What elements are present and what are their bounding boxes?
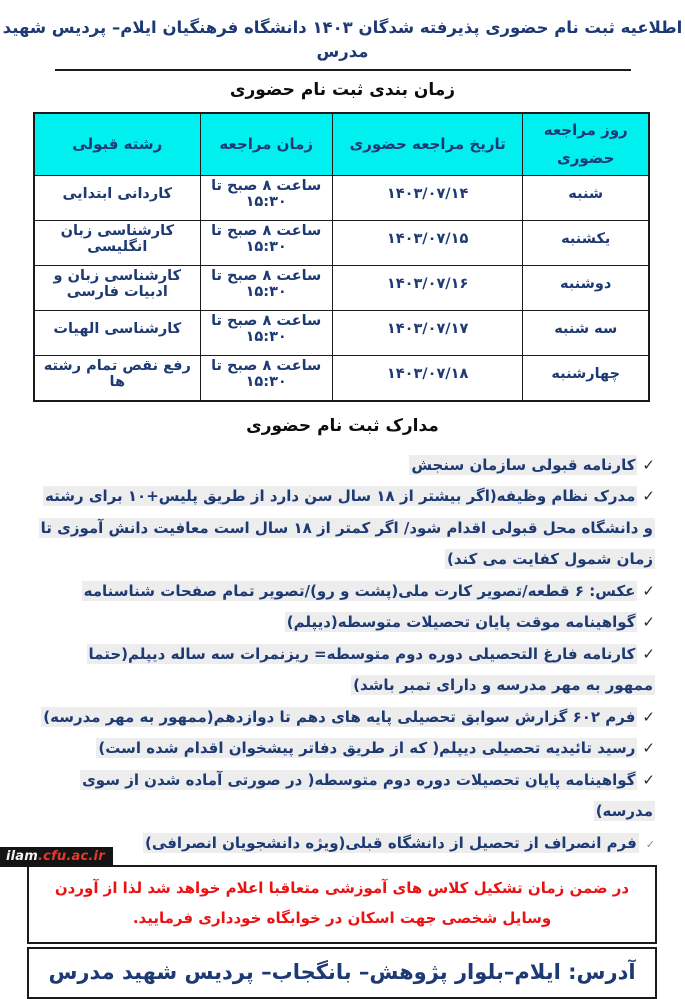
checkmark-icon: ✓ — [645, 837, 655, 851]
notice-text: در ضمن زمان تشکیل کلاس های آموزشی متعاقبا اعلام خواهد شد لذا از آوردن وسایل شخصی جهت اسکان در خوابگاه خودداری فرمایید. — [54, 879, 630, 927]
cell-major: کارشناسی الهیات — [34, 310, 200, 355]
site-watermark — [0, 847, 113, 867]
list-item — [40, 607, 655, 639]
column-header-date: تاریخ مراجعه حضوری — [332, 113, 523, 176]
document-item-text: گواهینامه موقت پایان تحصیلات متوسطه(دیپلم) — [286, 613, 636, 632]
documents-list — [0, 448, 685, 860]
checkmark-icon: ✓ — [642, 739, 655, 758]
notice-box — [27, 865, 657, 944]
document-item-text: کارنامه قبولی سازمان سنجش — [411, 455, 636, 474]
cell-time: ساعت ۸ صبح تا ۱۵:۳۰ — [200, 265, 332, 310]
cell-time: ساعت ۸ صبح تا ۱۵:۳۰ — [200, 310, 332, 355]
watermark-prefix: ilam — [6, 849, 39, 864]
cell-date: ۱۴۰۳/۰۷/۱۸ — [332, 355, 523, 401]
list-item — [40, 702, 655, 734]
cell-date: ۱۴۰۳/۰۷/۱۶ — [332, 265, 523, 310]
cell-major: کارشناسی زبان و ادبیات فارسی — [34, 265, 200, 310]
column-header-day: روز مراجعه حضوری — [523, 113, 649, 176]
cell-day: چهارشنبه — [523, 355, 649, 401]
list-item — [40, 450, 655, 482]
column-header-time: زمان مراجعه — [200, 113, 332, 176]
schedule-section-title: زمان بندی ثبت نام حضوری — [229, 79, 456, 100]
table-row — [34, 310, 649, 355]
document-item-text: فرم انصراف از تحصیل از دانشگاه قبلی(ویژه دانشجویان انصرافی) — [145, 833, 637, 852]
title-divider — [55, 69, 631, 71]
list-item — [40, 481, 655, 576]
documents-section — [0, 416, 685, 860]
list-item — [40, 639, 655, 702]
document-item-text: مدرک نظام وظیفه(اگر بیشتر از ۱۸ سال سن دارد از طریق پلیس+۱۰ برای رشته و دانشگاه محل قبولی اقدام شود/ اگر کمتر از ۱۸ سال است معافیت دانش آموزی تا زمان شمول کفایت می کند) — [40, 487, 653, 569]
cell-day: سه شنبه — [523, 310, 649, 355]
list-item — [40, 765, 655, 828]
watermark-suffix: .cfu.ac.ir — [38, 849, 105, 864]
checkmark-icon: ✓ — [642, 644, 655, 663]
cell-time: ساعت ۸ صبح تا ۱۵:۳۰ — [200, 220, 332, 265]
address-box — [27, 947, 657, 999]
cell-major: کاردانی ابتدایی — [34, 175, 200, 220]
table-row — [34, 220, 649, 265]
list-item — [40, 733, 655, 765]
list-item — [40, 828, 655, 860]
table-row — [34, 265, 649, 310]
schedule-table — [33, 112, 650, 402]
checkmark-icon: ✓ — [642, 707, 655, 726]
table-row — [34, 355, 649, 401]
cell-day: دوشنبه — [523, 265, 649, 310]
list-item — [40, 576, 655, 608]
cell-day: یکشنبه — [523, 220, 649, 265]
column-header-major: رشته قبولی — [34, 113, 200, 176]
table-row — [34, 175, 649, 220]
cell-major: کارشناسی زبان انگلیسی — [34, 220, 200, 265]
checkmark-icon: ✓ — [642, 581, 655, 600]
checkmark-icon: ✓ — [642, 487, 655, 506]
cell-date: ۱۴۰۳/۰۷/۱۷ — [332, 310, 523, 355]
checkmark-icon: ✓ — [642, 613, 655, 632]
checkmark-icon: ✓ — [642, 455, 655, 474]
document-item-text: رسید تائیدیه تحصیلی دیپلم( که از طریق دفاتر پیشخوان اقدام شده است) — [98, 739, 636, 758]
checkmark-icon: ✓ — [642, 770, 655, 789]
address-text: آدرس: ایلام–بلوار پژوهش– بانگجاب– پردیس شهید مدرس — [48, 959, 636, 984]
cell-time: ساعت ۸ صبح تا ۱۵:۳۰ — [200, 175, 332, 220]
document-item-text: فرم ۶۰۲ گزارش سوابق تحصیلی پایه های دهم تا دوازدهم(ممهور به مهر مدرسه) — [43, 707, 636, 726]
documents-section-title: مدارک ثبت نام حضوری — [246, 415, 439, 436]
document-item-text: عکس: ۶ قطعه/تصویر کارت ملی(پشت و رو)/تصویر تمام صفحات شناسنامه — [83, 581, 636, 600]
page-title: اطلاعیه ثبت نام حضوری پذیرفته شدگان ۱۴۰۳ دانشگاه فرهنگیان ایلام– پردیس شهید مدرس — [2, 18, 683, 61]
cell-major: رفع نقص تمام رشته ها — [34, 355, 200, 401]
document-item-text: گواهینامه پایان تحصیلات دوره دوم متوسطه( در صورتی آماده شدن از سوی مدرسه) — [82, 770, 653, 821]
document-item-text: کارنامه فارغ التحصیلی دوره دوم متوسطه= ریزنمرات سه ساله دیپلم(حتما ممهور به مهر مدرسه و دارای تمبر باشد) — [88, 644, 653, 695]
cell-date: ۱۴۰۳/۰۷/۱۵ — [332, 220, 523, 265]
cell-time: ساعت ۸ صبح تا ۱۵:۳۰ — [200, 355, 332, 401]
cell-date: ۱۴۰۳/۰۷/۱۴ — [332, 175, 523, 220]
cell-day: شنبه — [523, 175, 649, 220]
table-header-row — [34, 113, 649, 176]
